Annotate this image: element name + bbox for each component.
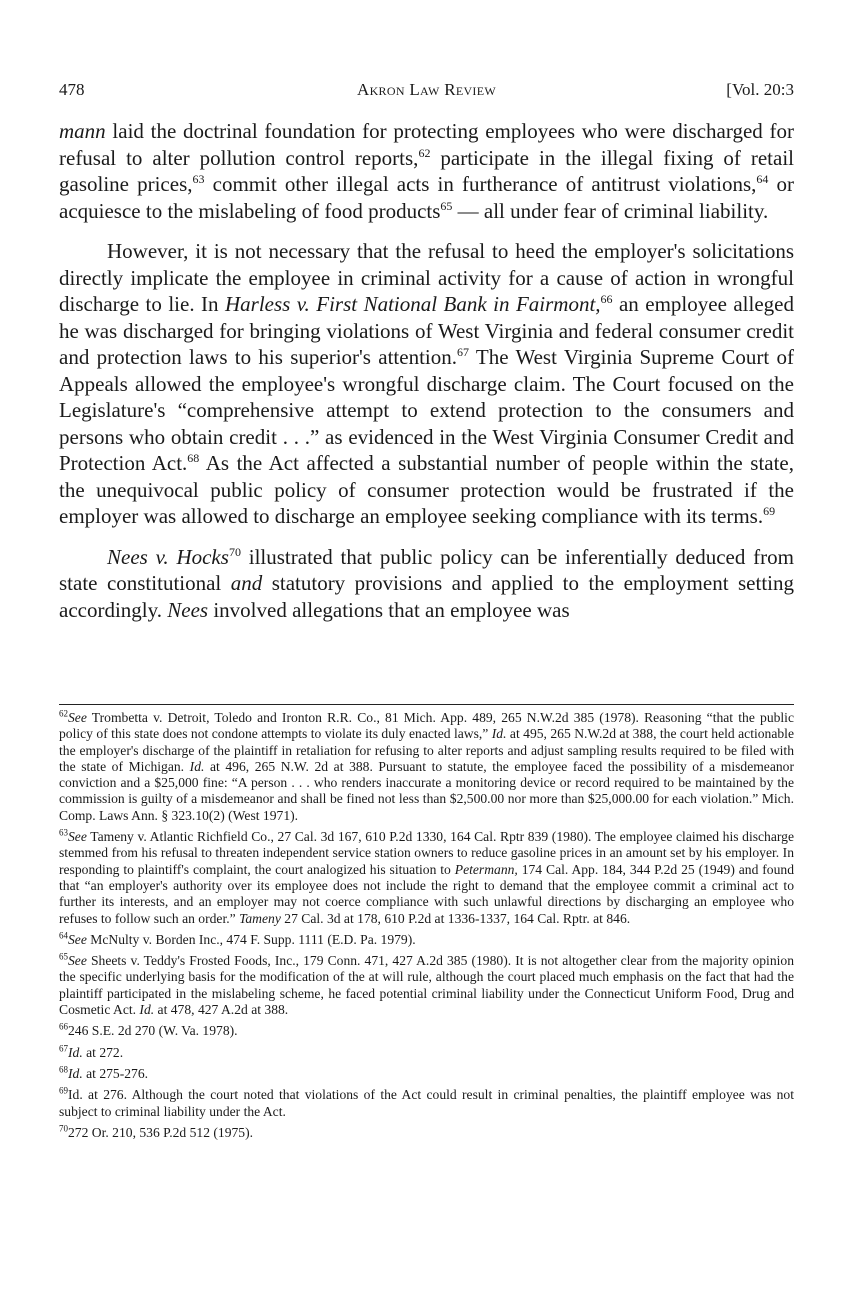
footnote-70: [59, 1125, 794, 1141]
id-cite: Id.: [68, 1044, 83, 1060]
footnote-text: Id. at 276. Although the court noted that violations of the Act could result in criminal penalties, the plaintiff employee was not subject to criminal liability under the Act.: [59, 1087, 794, 1119]
signal: See: [68, 829, 87, 845]
text-run: However, it is not necessary that the refusal to heed the employer's solicitations directly implicate the employee in criminal activity for a cause of action in wrongful discharge to lie. In: [59, 239, 794, 316]
footnotes: [59, 710, 794, 1146]
footnote-text: 246 S.E. 2d 270 (W. Va. 1978).: [68, 1023, 238, 1039]
case-name: Petermann,: [454, 861, 518, 877]
text-run: involved allegations that an employee was: [208, 597, 570, 622]
footnote-text: at 272.: [82, 1044, 124, 1060]
footnote-text: 272 Or. 210, 536 P.2d 512 (1975).: [68, 1124, 254, 1140]
paragraph-3: [59, 544, 794, 624]
footnote-ref: 69: [763, 504, 776, 518]
text-run: participate in the illegal fixing of retail gasoline prices,: [59, 145, 794, 196]
volume-issue: [Vol. 20:3: [726, 80, 794, 99]
text-run: illustrated that public policy can be inferentially deduced from state constitutional: [59, 544, 795, 595]
footnote-text: at 495, 265 N.W.2d at 388, the court held actionable the employer's discharge of the plaintiff in retaliation for refusing to alter reports and adjust sampling results required to be filed with the state of Michigan.: [59, 726, 794, 774]
case-name: Tameny: [239, 910, 281, 926]
footnote-ref: 62: [418, 145, 431, 160]
footnote-text: Sheets v. Teddy's Frosted Foods, Inc., 179 Conn. 471, 427 A.2d 385 (1980). It is not altogether clear from the majority opinion the specific underlying basis for the modification of the at will rule, although the court placed much emphasis on the fact that had the plaintiff participated in the mislabeling scheme, he faced potential criminal liability under the Connecticut Uniform Food, Drug and Cosmetic Act.: [59, 953, 794, 1018]
case-name: Nees: [167, 597, 209, 622]
id-cite: Id.: [189, 758, 205, 774]
journal-title: Akron Law Review: [357, 80, 496, 99]
footnote-69: [59, 1087, 794, 1120]
footnote-mark: 68: [59, 1064, 68, 1075]
case-name: mann: [59, 119, 106, 143]
footnote-ref: 68: [187, 451, 200, 465]
footnote-mark: 62: [59, 708, 68, 719]
text-run: commit other illegal acts in furtherance of antitrust violations,: [204, 172, 757, 196]
footnote-mark: 67: [59, 1043, 68, 1054]
footnote-text: at 496, 265 N.W. 2d at 388. Pursuant to statute, the employee faced the possibility of a misdemeanor conviction and a $25,000 fine: “A person . . . who renders inaccurate a monitoring device or record required to be maintained by the commission is guilty of a misdemeanor and shall be fined not less than $2,500.00 nor more than $25,000.00 for each violation.” Mich. Comp. Laws Ann. § 323.10(2) (West 1971).: [59, 758, 794, 823]
footnote-ref: 66: [600, 292, 613, 306]
signal: See: [68, 931, 87, 947]
id-cite: Id.: [491, 726, 507, 742]
footnote-text: 27 Cal. 3d at 178, 610 P.2d at 1336-1337, 164 Cal. Rptr. at 846.: [280, 910, 631, 926]
id-cite: Id.: [139, 1002, 155, 1018]
text-run: As the Act affected a substantial number of people within the state, the unequivocal public policy of consumer protection would be frustrated if the employer was allowed to discharge an employee seeking compliance with its terms.: [59, 451, 795, 528]
footnote-65: [59, 953, 794, 1018]
footnote-ref: 70: [228, 544, 241, 559]
text-run: laid the doctrinal foundation for protecting employees who were discharged for refusal to alter pollution control reports,: [59, 119, 794, 170]
footnote-mark: 65: [59, 951, 68, 962]
footnote-ref: 65: [440, 198, 453, 213]
text-run: The West Virginia Supreme Court of Appeals allowed the employee's wrongful discharge claim. The Court focused on the Legislature's “comprehensive attempt to extend protection to the consumers and persons who obtain credit . . .” as evidenced in the West Virginia Consumer Credit and Protection Act.: [59, 345, 794, 475]
footnote-64: [59, 932, 794, 948]
text-run: — all under fear of criminal liability.: [452, 198, 769, 223]
id-cite: Id.: [68, 1065, 83, 1081]
case-name: Nees v. Hocks: [107, 544, 229, 569]
footnote-text: 174 Cal. App. 184, 344 P.2d 25 (1949) and found that “an employer's authority over its employee does not include the right to demand that the employee commit a criminal act to further its interests, and an employer may not coerce compliance with such unlawful directions by discharging an employee who refuses to follow such an order.”: [59, 861, 794, 926]
main-text: [59, 118, 794, 623]
footnote-text: at 275-276.: [82, 1065, 149, 1081]
footnote-ref: 63: [192, 172, 205, 186]
text-run: an employee alleged he was discharged for bringing violations of West Virginia and federal consumer credit and protection laws to his superior's attention.: [59, 292, 794, 369]
paragraph-2: [59, 238, 794, 530]
footnote-62: [59, 710, 794, 824]
footnote-text: McNulty v. Borden Inc., 474 F. Supp. 1111 (E.D. Pa. 1979).: [86, 931, 416, 947]
text-run: statutory provisions and applied to the employment setting accordingly.: [59, 571, 795, 622]
footnote-mark: 66: [59, 1021, 68, 1032]
page-number: 478: [59, 80, 85, 99]
footnote-66: [59, 1023, 794, 1039]
signal: See: [68, 953, 87, 969]
text-run: or acquiesce to the mislabeling of food products: [59, 172, 795, 223]
footnote-mark: 63: [59, 827, 68, 838]
emphasis: and: [230, 571, 263, 595]
footnote-text: at 478, 427 A.2d at 388.: [154, 1002, 289, 1018]
footnote-67: [59, 1045, 794, 1061]
running-header: [59, 80, 794, 104]
paragraph-1: [59, 118, 794, 224]
footnote-divider: [59, 704, 794, 705]
footnote-text: Tameny v. Atlantic Richfield Co., 27 Cal. 3d 167, 610 P.2d 1330, 164 Cal. Rptr 839 (1980). The employee claimed his discharge stemmed from his refusal to threaten independent service station owners to reduce gasoline prices in an amount set by his employer. In responding to plaintiff's complaint, the court analogized his situation to: [59, 829, 794, 877]
case-name: Harless v. First National Bank in Fairmont,: [225, 292, 601, 316]
footnote-63: [59, 829, 794, 927]
footnote-mark: 64: [59, 930, 68, 941]
footnote-mark: 69: [59, 1085, 68, 1096]
footnote-ref: 64: [756, 172, 769, 186]
footnote-text: Trombetta v. Detroit, Toledo and Ironton R.R. Co., 81 Mich. App. 489, 265 N.W.2d 385 (1978). Reasoning “that the public policy of this state does not condone attempts to violate its duly enacted laws,”: [59, 710, 794, 742]
footnote-mark: 70: [59, 1123, 68, 1134]
signal: See: [68, 710, 87, 725]
footnote-ref: 67: [457, 345, 469, 359]
footnote-68: [59, 1066, 794, 1082]
